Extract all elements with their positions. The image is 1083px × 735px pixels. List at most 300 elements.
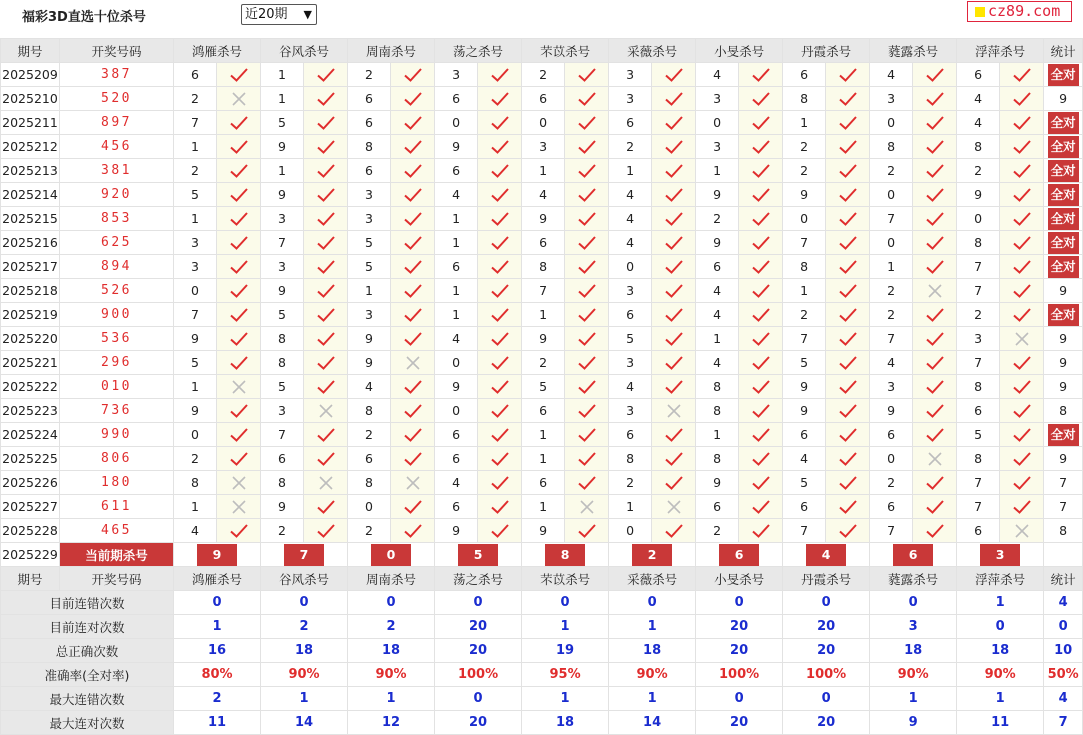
kill-number-cell: 8 (783, 255, 826, 279)
kill-number-cell: 6 (870, 495, 913, 519)
check-icon (217, 423, 261, 447)
kill-number-cell: 6 (696, 495, 739, 519)
check-icon (739, 135, 783, 159)
check-icon (478, 327, 522, 351)
period-cell: 2025218 (1, 279, 60, 303)
check-icon (1000, 471, 1044, 495)
kill-number-cell: 5 (783, 471, 826, 495)
check-icon (565, 519, 609, 543)
draw-number-cell: 296 (60, 351, 174, 375)
check-icon (478, 399, 522, 423)
summary-value: 0 (348, 591, 435, 615)
stat-cell (1044, 111, 1083, 135)
stat-cell: 9 (1044, 327, 1083, 351)
kill-number-cell: 0 (957, 207, 1000, 231)
check-icon (391, 135, 435, 159)
draw-number-cell: 536 (60, 327, 174, 351)
table-row (1, 63, 1083, 87)
summary-value: 20 (696, 615, 783, 639)
kill-number-cell: 9 (522, 207, 565, 231)
summary-value: 80% (174, 663, 261, 687)
summary-value: 20 (435, 615, 522, 639)
table-row (1, 87, 1083, 111)
stat-cell (1044, 183, 1083, 207)
check-icon (913, 159, 957, 183)
period-cell: 2025212 (1, 135, 60, 159)
current-kill-number: 5 (458, 544, 498, 566)
check-icon (565, 279, 609, 303)
period-cell: 2025213 (1, 159, 60, 183)
summary-value: 0 (870, 591, 957, 615)
check-icon (913, 63, 957, 87)
current-stat-cell (1044, 543, 1083, 567)
summary-value: 1 (174, 615, 261, 639)
check-icon (565, 423, 609, 447)
check-icon (478, 111, 522, 135)
header-cell: 丹霞杀号 (783, 39, 870, 63)
check-icon (652, 183, 696, 207)
kill-number-cell: 6 (348, 447, 391, 471)
check-icon (217, 111, 261, 135)
logo-text: cz89.com (988, 2, 1061, 20)
stat-cell (1044, 207, 1083, 231)
kill-number-cell: 5 (261, 375, 304, 399)
kill-number-cell: 9 (348, 327, 391, 351)
check-icon (1000, 399, 1044, 423)
header-row (1, 39, 1083, 63)
stat-cell (1044, 255, 1083, 279)
stat-cell: 9 (1044, 279, 1083, 303)
kill-number-cell: 6 (522, 399, 565, 423)
check-icon (304, 351, 348, 375)
check-icon (826, 399, 870, 423)
check-icon (826, 471, 870, 495)
check-icon (1000, 183, 1044, 207)
check-icon (652, 63, 696, 87)
check-icon (739, 63, 783, 87)
check-icon (739, 207, 783, 231)
period-cell: 2025215 (1, 207, 60, 231)
kill-number-cell: 1 (609, 159, 652, 183)
kill-number-cell: 8 (957, 231, 1000, 255)
check-icon (913, 495, 957, 519)
kill-number-cell: 4 (696, 279, 739, 303)
period-cell: 2025223 (1, 399, 60, 423)
kill-number-cell: 4 (870, 351, 913, 375)
draw-number-cell: 465 (60, 519, 174, 543)
check-icon (826, 63, 870, 87)
kill-number-cell: 2 (783, 159, 826, 183)
kill-number-cell: 3 (261, 207, 304, 231)
summary-value: 0 (783, 591, 870, 615)
check-icon (565, 351, 609, 375)
check-icon (304, 135, 348, 159)
check-icon (652, 375, 696, 399)
cross-icon (217, 87, 261, 111)
header-cell: 开奖号码 (60, 39, 174, 63)
check-icon (391, 519, 435, 543)
check-icon (304, 303, 348, 327)
check-icon (739, 279, 783, 303)
summary-value: 0 (435, 591, 522, 615)
table-row (1, 111, 1083, 135)
check-icon (739, 423, 783, 447)
check-icon (217, 351, 261, 375)
kill-number-cell: 2 (870, 303, 913, 327)
check-icon (565, 63, 609, 87)
current-kill-number: 6 (893, 544, 933, 566)
check-icon (826, 327, 870, 351)
kill-number-cell: 1 (174, 135, 217, 159)
kill-number-cell: 1 (174, 207, 217, 231)
kill-number-cell: 8 (783, 87, 826, 111)
kill-number-cell: 4 (609, 375, 652, 399)
top-bar (0, 0, 1072, 31)
kill-number-cell: 4 (696, 63, 739, 87)
kill-number-cell: 1 (522, 303, 565, 327)
summary-value: 12 (348, 711, 435, 735)
site-logo[interactable] (967, 1, 1072, 22)
kill-number-cell: 9 (783, 399, 826, 423)
period-cell: 2025210 (1, 87, 60, 111)
stat-cell: 9 (1044, 351, 1083, 375)
stat-cell: 8 (1044, 399, 1083, 423)
kill-number-cell: 6 (696, 255, 739, 279)
kill-number-cell: 7 (261, 423, 304, 447)
table-row (1, 471, 1083, 495)
check-icon (304, 159, 348, 183)
summary-value: 20 (696, 711, 783, 735)
check-icon (565, 447, 609, 471)
draw-number-cell: 736 (60, 399, 174, 423)
header-cell: 浮萍杀号 (957, 39, 1044, 63)
kill-number-cell: 8 (261, 471, 304, 495)
draw-number-cell: 180 (60, 471, 174, 495)
kill-number-cell: 4 (174, 519, 217, 543)
kill-number-cell: 9 (261, 183, 304, 207)
current-kill-cell (783, 543, 870, 567)
period-cell: 2025209 (1, 63, 60, 87)
kill-number-cell: 9 (522, 519, 565, 543)
summary-value: 1 (261, 687, 348, 711)
kill-number-cell: 0 (870, 111, 913, 135)
check-icon (304, 375, 348, 399)
kill-number-cell: 3 (957, 327, 1000, 351)
check-icon (913, 351, 957, 375)
summary-value: 18 (261, 639, 348, 663)
check-icon (652, 447, 696, 471)
period-cell: 2025211 (1, 111, 60, 135)
check-icon (1000, 231, 1044, 255)
summary-value: 14 (609, 711, 696, 735)
period-cell: 2025222 (1, 375, 60, 399)
kill-number-cell: 7 (522, 279, 565, 303)
check-icon (1000, 375, 1044, 399)
check-icon (565, 111, 609, 135)
check-icon (304, 327, 348, 351)
cross-icon (913, 447, 957, 471)
check-icon (826, 423, 870, 447)
table-row (1, 159, 1083, 183)
all-correct-badge: 全对 (1048, 304, 1079, 326)
period-cell: 2025221 (1, 351, 60, 375)
kill-number-cell: 5 (348, 255, 391, 279)
kill-number-cell: 2 (609, 471, 652, 495)
kill-number-cell: 1 (522, 495, 565, 519)
kill-number-cell: 5 (957, 423, 1000, 447)
check-icon (478, 255, 522, 279)
check-icon (1000, 111, 1044, 135)
period-cell: 2025214 (1, 183, 60, 207)
check-icon (913, 375, 957, 399)
check-icon (1000, 207, 1044, 231)
kill-number-cell: 6 (348, 159, 391, 183)
check-icon (217, 207, 261, 231)
check-icon (826, 351, 870, 375)
summary-value: 0 (1044, 615, 1083, 639)
check-icon (739, 399, 783, 423)
table-row (1, 327, 1083, 351)
check-icon (217, 519, 261, 543)
summary-value: 4 (1044, 591, 1083, 615)
summary-value: 18 (609, 639, 696, 663)
check-icon (478, 207, 522, 231)
table-row (1, 375, 1083, 399)
check-icon (1000, 423, 1044, 447)
check-icon (217, 399, 261, 423)
table-row (1, 351, 1083, 375)
summary-value: 18 (957, 639, 1044, 663)
check-icon (652, 303, 696, 327)
current-kill-number: 9 (197, 544, 237, 566)
period-select[interactable] (241, 4, 317, 25)
kill-number-cell: 6 (783, 63, 826, 87)
check-icon (217, 255, 261, 279)
check-icon (217, 159, 261, 183)
kill-number-cell: 4 (783, 447, 826, 471)
check-icon (652, 231, 696, 255)
stat-cell (1044, 303, 1083, 327)
kill-number-cell: 2 (522, 63, 565, 87)
kill-number-cell: 3 (696, 135, 739, 159)
cross-icon (217, 375, 261, 399)
summary-value: 18 (522, 711, 609, 735)
check-icon (739, 351, 783, 375)
check-icon (565, 159, 609, 183)
kill-number-cell: 1 (870, 255, 913, 279)
check-icon (304, 183, 348, 207)
summary-label: 总正确次数 (1, 639, 174, 663)
kill-number-cell: 1 (174, 495, 217, 519)
stat-cell: 9 (1044, 87, 1083, 111)
kill-number-cell: 7 (957, 255, 1000, 279)
header-cell: 周南杀号 (348, 567, 435, 591)
check-icon (739, 375, 783, 399)
summary-value: 16 (174, 639, 261, 663)
summary-row (1, 711, 1083, 735)
kill-number-cell: 6 (609, 423, 652, 447)
kill-number-cell: 1 (522, 447, 565, 471)
draw-number-cell: 010 (60, 375, 174, 399)
kill-number-cell: 2 (696, 519, 739, 543)
check-icon (304, 255, 348, 279)
kill-number-cell: 5 (174, 351, 217, 375)
cross-icon (217, 471, 261, 495)
kill-number-cell: 2 (957, 159, 1000, 183)
check-icon (739, 327, 783, 351)
check-icon (217, 135, 261, 159)
table-row (1, 303, 1083, 327)
all-correct-badge: 全对 (1048, 232, 1079, 254)
summary-value: 14 (261, 711, 348, 735)
table-row (1, 399, 1083, 423)
kill-number-cell: 2 (870, 279, 913, 303)
cross-icon (913, 279, 957, 303)
check-icon (913, 327, 957, 351)
summary-value: 20 (435, 711, 522, 735)
header-cell: 小旻杀号 (696, 39, 783, 63)
check-icon (1000, 255, 1044, 279)
summary-value: 50% (1044, 663, 1083, 687)
header-cell: 谷风杀号 (261, 39, 348, 63)
kill-number-cell: 3 (348, 183, 391, 207)
summary-value: 1 (609, 615, 696, 639)
check-icon (478, 447, 522, 471)
kill-number-cell: 6 (609, 111, 652, 135)
check-icon (217, 303, 261, 327)
check-icon (304, 231, 348, 255)
kill-number-cell: 4 (609, 207, 652, 231)
kill-number-cell: 8 (261, 351, 304, 375)
check-icon (913, 423, 957, 447)
header-cell: 期号 (1, 567, 60, 591)
check-icon (391, 399, 435, 423)
kill-number-cell: 2 (696, 207, 739, 231)
header-cell: 开奖号码 (60, 567, 174, 591)
kill-number-cell: 2 (522, 351, 565, 375)
check-icon (565, 327, 609, 351)
check-icon (391, 159, 435, 183)
kill-number-cell: 3 (522, 135, 565, 159)
page-title: 福彩3D直选十位杀号 (22, 10, 146, 25)
kill-number-cell: 1 (435, 231, 478, 255)
period-cell: 2025216 (1, 231, 60, 255)
check-icon (913, 111, 957, 135)
chevron-down-icon: ▼ (303, 8, 312, 21)
check-icon (565, 375, 609, 399)
draw-number-cell: 990 (60, 423, 174, 447)
kill-number-cell: 6 (522, 87, 565, 111)
check-icon (739, 447, 783, 471)
header-cell: 芣苡杀号 (522, 39, 609, 63)
kill-number-cell: 3 (696, 87, 739, 111)
cross-icon (1000, 327, 1044, 351)
current-kill-cell (870, 543, 957, 567)
current-kill-number: 7 (284, 544, 324, 566)
check-icon (565, 303, 609, 327)
kill-number-cell: 6 (957, 399, 1000, 423)
table-body (1, 39, 1083, 735)
kill-number-cell: 5 (522, 375, 565, 399)
check-icon (913, 303, 957, 327)
kill-number-cell: 4 (696, 303, 739, 327)
header-cell: 浮萍杀号 (957, 567, 1044, 591)
summary-label: 最大连对次数 (1, 711, 174, 735)
kill-number-cell: 9 (696, 183, 739, 207)
check-icon (478, 519, 522, 543)
check-icon (565, 87, 609, 111)
kill-number-cell: 8 (348, 471, 391, 495)
summary-value: 100% (783, 663, 870, 687)
kill-number-cell: 6 (348, 111, 391, 135)
kill-number-cell: 0 (870, 231, 913, 255)
header-cell: 蕤露杀号 (870, 567, 957, 591)
check-icon (739, 183, 783, 207)
draw-number-cell: 387 (60, 63, 174, 87)
stat-cell: 9 (1044, 447, 1083, 471)
check-icon (739, 303, 783, 327)
kill-number-cell: 9 (174, 399, 217, 423)
kill-number-cell: 4 (696, 351, 739, 375)
kill-number-cell: 3 (261, 399, 304, 423)
kill-number-cell: 6 (783, 495, 826, 519)
period-select-value: 近20期 (245, 7, 288, 22)
cross-icon (565, 495, 609, 519)
summary-value: 90% (261, 663, 348, 687)
summary-value: 20 (696, 639, 783, 663)
current-kill-cell (435, 543, 522, 567)
summary-value: 20 (783, 615, 870, 639)
check-icon (913, 231, 957, 255)
period-cell: 2025228 (1, 519, 60, 543)
check-icon (478, 279, 522, 303)
kill-number-cell: 7 (957, 351, 1000, 375)
summary-value: 1 (609, 687, 696, 711)
kill-number-cell: 1 (435, 303, 478, 327)
check-icon (652, 87, 696, 111)
summary-value: 90% (957, 663, 1044, 687)
check-icon (565, 207, 609, 231)
kill-number-cell: 9 (435, 519, 478, 543)
kill-number-cell: 1 (783, 279, 826, 303)
check-icon (478, 231, 522, 255)
kill-number-cell: 3 (609, 399, 652, 423)
check-icon (739, 87, 783, 111)
kill-number-cell: 8 (348, 135, 391, 159)
summary-value: 4 (1044, 687, 1083, 711)
check-icon (739, 495, 783, 519)
check-icon (217, 279, 261, 303)
draw-number-cell: 625 (60, 231, 174, 255)
kill-number-cell: 6 (435, 495, 478, 519)
kill-number-cell: 7 (957, 471, 1000, 495)
check-icon (391, 327, 435, 351)
check-icon (826, 135, 870, 159)
kill-number-cell: 0 (609, 519, 652, 543)
kill-number-cell: 4 (435, 471, 478, 495)
kill-number-cell: 2 (348, 423, 391, 447)
summary-value: 20 (783, 639, 870, 663)
summary-value: 0 (957, 615, 1044, 639)
kill-number-cell: 2 (174, 87, 217, 111)
draw-number-cell: 806 (60, 447, 174, 471)
check-icon (913, 207, 957, 231)
current-kill-cell (174, 543, 261, 567)
check-icon (391, 423, 435, 447)
check-icon (391, 375, 435, 399)
kill-number-cell: 1 (696, 327, 739, 351)
kill-number-cell: 7 (870, 519, 913, 543)
